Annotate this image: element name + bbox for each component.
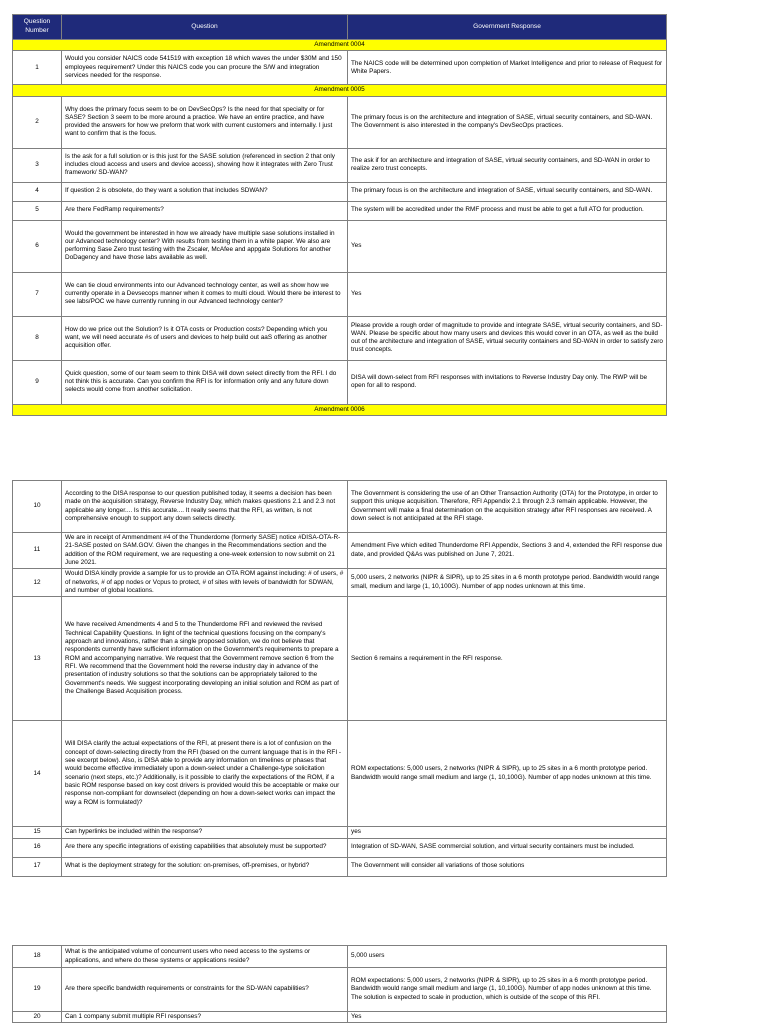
response-text: DISA will down-select from RFI responses with invitations to Reverse Industry Day only. The RWP will be open for all to respond. bbox=[348, 360, 667, 404]
response-text: The Government will consider all variations of those solutions bbox=[348, 857, 667, 876]
response-text: Amendment Five which edited Thunderdome RFI Appendix, Sections 3 and 4, extended the RFI response due date, and provided Q&As was published on June 7, 2021. bbox=[348, 533, 667, 569]
amendment-label: Amendment 0005 bbox=[13, 85, 667, 96]
table-row bbox=[13, 220, 667, 272]
header-question-number: Question Number bbox=[13, 15, 62, 40]
question-number: 19 bbox=[13, 968, 62, 1012]
response-text: Yes bbox=[348, 220, 667, 272]
qa-table-part-1 bbox=[12, 14, 667, 416]
response-text: The NAICS code will be determined upon completion of Market Intelligence and prior to release of Request for White Papers. bbox=[348, 51, 667, 85]
question-text: According to the DISA response to our question published today, it seems a decision has been made on the acquisition strategy, Reverse Industry Day, which makes questions 2.1 and 2.3 not applicable any longer.... Is this accurate.... It really seems that the RFI, as written, is not comprehensive enough to support any down selects directly. bbox=[62, 481, 348, 533]
question-number: 9 bbox=[13, 360, 62, 404]
question-number: 13 bbox=[13, 597, 62, 721]
response-text: The primary focus is on the architecture and integration of SASE, virtual security containers, and SD-WAN. bbox=[348, 182, 667, 201]
qa-table-part-2 bbox=[12, 480, 667, 877]
table-header-row bbox=[13, 15, 667, 40]
table-row bbox=[13, 569, 667, 597]
response-text: yes bbox=[348, 827, 667, 838]
question-text: Can hyperlinks be included within the response? bbox=[62, 827, 348, 838]
table-row bbox=[13, 857, 667, 876]
question-text: Is the ask for a full solution or is this just for the SASE solution (referenced in section 2 that only includes cloud access and users and device access), showing how it integrates with Zero Trust framework/ SD-WAN? bbox=[62, 148, 348, 182]
question-text: Would DISA kindly provide a sample for us to provide an OTA ROM against including: # of users, # of networks, # of app nodes or Vcpus to protect, # of sites with levels of bandwidth for SDWAN, and number of global locations. bbox=[62, 569, 348, 597]
amendment-label: Amendment 0004 bbox=[13, 40, 667, 51]
question-number: 20 bbox=[13, 1012, 62, 1023]
table-row bbox=[13, 51, 667, 85]
response-text: The primary focus is on the architecture and integration of SASE, virtual security containers, and SD-WAN. The Government is also interested in the company's DevSecOps practices. bbox=[348, 96, 667, 148]
question-number: 2 bbox=[13, 96, 62, 148]
question-text: We have received Amendments 4 and 5 to the Thunderdome RFI and reviewed the revised Technical Capability Questions. In light of the technical questions focusing on the company's approach and innovations, rather than a single proposed solution, we do not believe that respondents currently have sufficient information on the Government's requirements to prepare a ROM and accompanying narrative. We request that the Government remove section 6 from the RFI. We recommend that the Government hold the reverse industry day in advance of the presentation of industry solutions so that the solutions can be appropriately tailored to the Government's needs. We suggest incorporating developing an initial solution and ROM as part of the Challenge Based Acquisition process. bbox=[62, 597, 348, 721]
question-text: Would you consider NAICS code 541519 with exception 18 which waves the under $30M and 150 employees requirement? Under this NAICS code you can procure the S/W and integration services needed for the response. bbox=[62, 51, 348, 85]
question-text: Why does the primary focus seem to be on DevSecOps? Is the need for that specialty or for SASE? Section 3 seem to be more around a practice. We have an entire practice, and have provided the answers for how we preform that work with current customers and internally. I just want to confirm that is the focus. bbox=[62, 96, 348, 148]
question-number: 6 bbox=[13, 220, 62, 272]
response-text: Please provide a rough order of magnitude to provide and integrate SASE, virtual security containers, and SD-WAN. Please be specific about how many users and devices this would cover in an OTA, as well as the build out of the architecture and integration of SASE, virtual security containers and SD-WAN in order to satisfy zero trust concepts. bbox=[348, 316, 667, 360]
question-text: Will DISA clarify the actual expectations of the RFI, at present there is a lot of confusion on the concept of down-selecting directly from the RFI (based on the current language that is in the RFI - see excerpt below). Also, is DISA able to provide any information on timelines or phases that would become effective immediately upon a down-select under a Challenge-type solicitation scenario (next steps, etc.)? Additionally, is it possible to clarify the expectations of the ROM, if a basic ROM response based on key cost drivers is provided would this be acceptable or make our response non-compliant for downselect (depending on how a down-select works can impact the way a ROM is formulated)? bbox=[62, 721, 348, 827]
response-text: Yes bbox=[348, 272, 667, 316]
question-text: What is the anticipated volume of concurrent users who need access to the systems or applications, and where do these systems or applications reside? bbox=[62, 946, 348, 968]
table-row bbox=[13, 96, 667, 148]
question-text: Are there any specific integrations of existing capabilities that absolutely must be supported? bbox=[62, 838, 348, 857]
question-number: 15 bbox=[13, 827, 62, 838]
question-text: Would the government be interested in how we already have multiple sase solutions installed in our Advanced technology center? With results from testing them in a white paper. We also are performing Sase Zero trust testing with the Zscaler, McAfee and appgate Solutions for another DoDagency and have those labs available as well. bbox=[62, 220, 348, 272]
question-number: 10 bbox=[13, 481, 62, 533]
table-row bbox=[13, 968, 667, 1012]
question-number: 5 bbox=[13, 201, 62, 220]
table-row bbox=[13, 272, 667, 316]
question-number: 7 bbox=[13, 272, 62, 316]
question-number: 17 bbox=[13, 857, 62, 876]
table-row bbox=[13, 721, 667, 827]
response-text: The Government is considering the use of an Other Transaction Authority (OTA) for the Prototype, in order to support this unique acquisition. Therefore, RFI Appendix 2.1 through 2.3 remain applicable. However, the Government will make a final determination on the acquisition strategy after RFI responses are received. A down select is not anticipated at the RFI stage. bbox=[348, 481, 667, 533]
header-government-response: Government Response bbox=[348, 15, 667, 40]
response-text: Section 6 remains a requirement in the RFI response. bbox=[348, 597, 667, 721]
question-number: 4 bbox=[13, 182, 62, 201]
question-text: Are there FedRamp requirements? bbox=[62, 201, 348, 220]
question-text: We are in receipt of Ammendment #4 of the Thunderdome (formerly SASE) notice #DISA-OTA-R-21-SASE posted on SAM.GOV. Given the changes in the Recommendations section and the addition of the ROM requirement, we are requesting a one-week extension to now submit on 21 June 2021. bbox=[62, 533, 348, 569]
question-text: We can tie cloud environments into our Advanced technology center, as well as show how we currently operate in a Devsecops manner when it comes to multi cloud. Would there be interest to see labs/POC we have currently running in our Advanced technology center? bbox=[62, 272, 348, 316]
question-text: How do we price out the Solution? Is it OTA costs or Production costs? Depending which you want, we will need accurate #s of users and devices to help build out aaS offering as another acquisition offer. bbox=[62, 316, 348, 360]
question-number: 18 bbox=[13, 946, 62, 968]
response-text: Yes bbox=[348, 1012, 667, 1023]
table-row bbox=[13, 316, 667, 360]
question-text: Are there specific bandwidth requirements or constraints for the SD-WAN capabilities? bbox=[62, 968, 348, 1012]
amendment-row bbox=[13, 40, 667, 51]
question-number: 3 bbox=[13, 148, 62, 182]
response-text: 5,000 users bbox=[348, 946, 667, 968]
qa-table-part-3 bbox=[12, 945, 667, 1023]
question-text: If question 2 is obsolete, do they want a solution that includes SDWAN? bbox=[62, 182, 348, 201]
amendment-row bbox=[13, 85, 667, 96]
question-text: Quick question, some of our team seem to think DISA will down select directly from the RFI. I do not think this is accurate. Can you confirm the RFI is for information only and any future down selects would come from another solicitation. bbox=[62, 360, 348, 404]
response-text: The ask if for an architecture and integration of SASE, virtual security containers, and SD-WAN in order to realize zero trust concepts. bbox=[348, 148, 667, 182]
table-row bbox=[13, 597, 667, 721]
question-text: What is the deployment strategy for the solution: on-premises, off-premises, or hybrid? bbox=[62, 857, 348, 876]
response-text: Integration of SD-WAN, SASE commercial solution, and virtual security containers must be included. bbox=[348, 838, 667, 857]
table-row bbox=[13, 182, 667, 201]
question-number: 11 bbox=[13, 533, 62, 569]
table-row bbox=[13, 827, 667, 838]
response-text: 5,000 users, 2 networks (NIPR & SIPR), up to 25 sites in a 6 month prototype period. Bandwidth would range small, medium and large (1, 10,100G). Number of app nodes unknown at this time. bbox=[348, 569, 667, 597]
table-row bbox=[13, 946, 667, 968]
table-row bbox=[13, 481, 667, 533]
header-question: Question bbox=[62, 15, 348, 40]
amendment-label: Amendment 0006 bbox=[13, 404, 667, 415]
table-row bbox=[13, 201, 667, 220]
question-number: 12 bbox=[13, 569, 62, 597]
table-row bbox=[13, 360, 667, 404]
table-row bbox=[13, 838, 667, 857]
question-number: 16 bbox=[13, 838, 62, 857]
question-text: Can 1 company submit multiple RFI responses? bbox=[62, 1012, 348, 1023]
table-row bbox=[13, 148, 667, 182]
amendment-row bbox=[13, 404, 667, 415]
response-text: The system will be accredited under the RMF process and must be able to get a full ATO for production. bbox=[348, 201, 667, 220]
response-text: ROM expectations: 5,000 users, 2 networks (NIPR & SIPR), up to 25 sites in a 6 month prototype period. Bandwidth would range small medium and large (1, 10,100G). Number of app nodes unknown at this time. bbox=[348, 721, 667, 827]
question-number: 1 bbox=[13, 51, 62, 85]
question-number: 14 bbox=[13, 721, 62, 827]
response-text: ROM expectations: 5,000 users, 2 networks (NIPR & SIPR), up to 25 sites in a 6 month prototype period. Bandwidth would range small medium and large (1, 10,100G). Number of app nodes unknown at this time. The solution is expected to scale in production, which is outside of the scope of this RFI. bbox=[348, 968, 667, 1012]
table-row bbox=[13, 533, 667, 569]
table-row bbox=[13, 1012, 667, 1023]
question-number: 8 bbox=[13, 316, 62, 360]
